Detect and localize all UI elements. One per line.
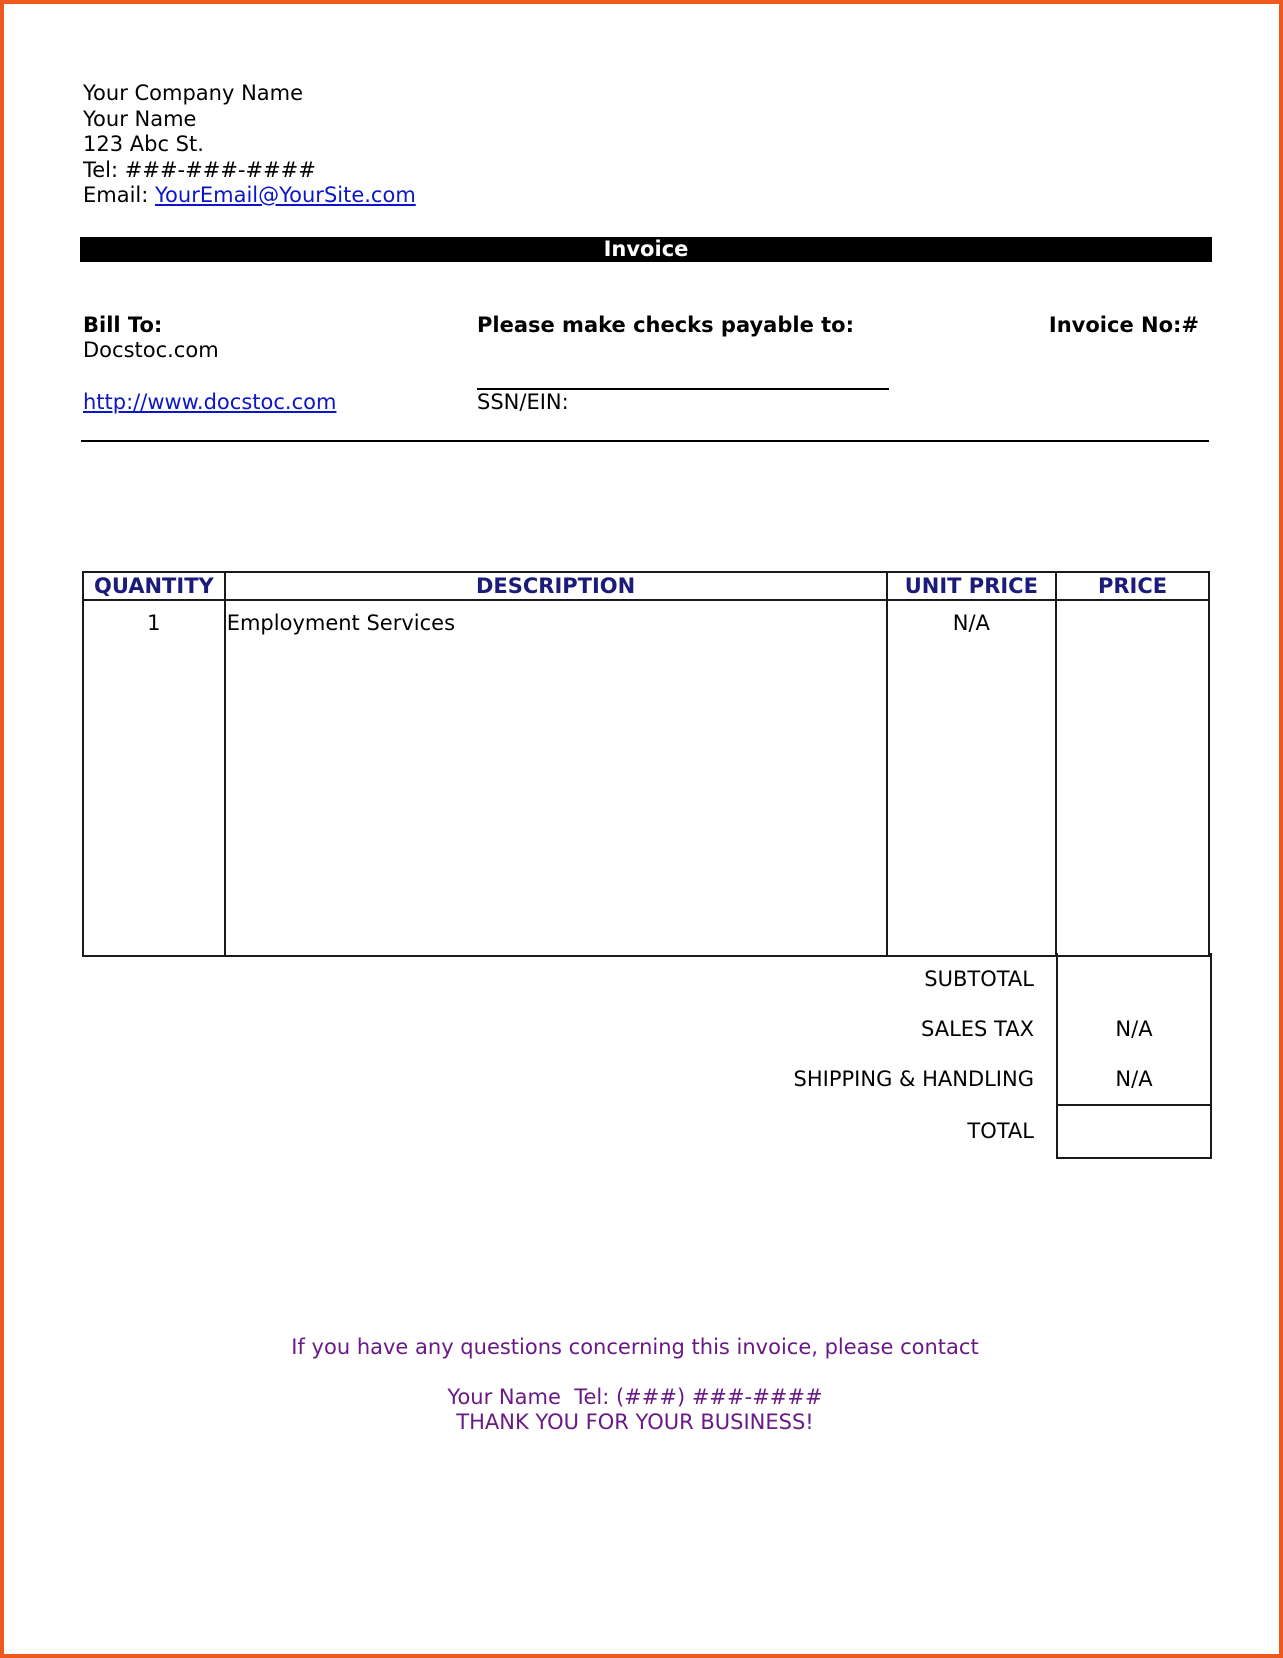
sales-tax-value: N/A: [1115, 1017, 1153, 1041]
shipping-value: N/A: [1115, 1067, 1153, 1091]
payable-label: Please make checks payable to:: [477, 313, 854, 337]
header-price: PRICE: [1056, 572, 1209, 600]
bill-to-company: Docstoc.com: [83, 338, 219, 362]
bill-to-label: Bill To:: [83, 313, 163, 337]
cell-unit-price: N/A: [887, 600, 1057, 956]
invoice-number: Invoice No:#: [1048, 313, 1199, 337]
cell-description: Employment Services: [225, 600, 887, 956]
shipping-label: SHIPPING & HANDLING: [793, 1067, 1034, 1091]
footer-question: If you have any questions concerning this invoice, please contact: [291, 1335, 979, 1359]
company-name: Your Company Name: [83, 81, 304, 105]
header-quantity: QUANTITY: [83, 572, 225, 600]
cell-quantity: 1: [83, 600, 225, 956]
header-unit-price: UNIT PRICE: [887, 572, 1057, 600]
email-label: Email:: [83, 183, 156, 207]
sender-tel: Tel: ###-###-####: [83, 157, 316, 182]
invoice-title-bar: Invoice: [80, 237, 1212, 262]
sender-name: Your Name: [83, 106, 197, 131]
items-table: [82, 571, 1210, 957]
header-description: DESCRIPTION: [225, 572, 887, 600]
cell-price: [1056, 600, 1209, 956]
subtotal-label: SUBTOTAL: [924, 967, 1034, 991]
bill-to-url-link[interactable]: http://www.docstoc.com: [83, 390, 337, 414]
table-header-row: [83, 572, 1209, 600]
table-row: [83, 600, 1209, 956]
sender-address: 123 Abc St.: [83, 132, 204, 156]
total-box: [1056, 1104, 1212, 1159]
sales-tax-label: SALES TAX: [920, 1017, 1034, 1041]
sender-block: [83, 81, 416, 209]
footer-contact: Your Name Tel: (###) ###-####: [447, 1385, 823, 1409]
header-divider: [81, 440, 1209, 442]
ssn-ein-label: SSN/EIN:: [477, 390, 569, 414]
total-label: TOTAL: [967, 1119, 1034, 1143]
email-link[interactable]: YourEmail@YourSite.com: [155, 183, 416, 207]
footer-thanks: THANK YOU FOR YOUR BUSINESS!: [456, 1410, 814, 1434]
sender-email-row: [83, 183, 416, 209]
